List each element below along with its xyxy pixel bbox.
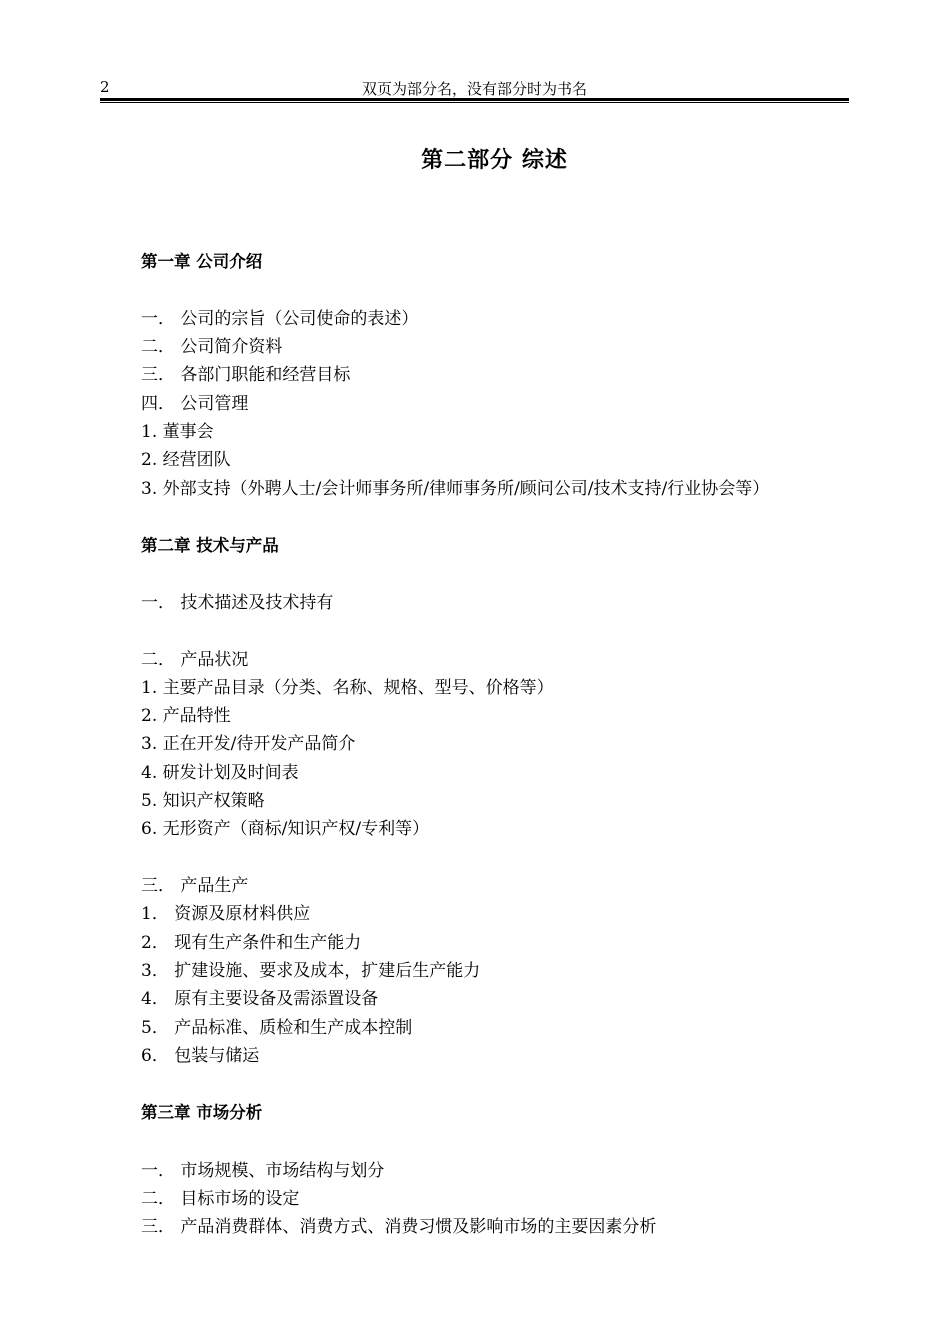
list-item: 3. 正在开发/待开发产品简介	[141, 734, 356, 754]
list-item: 1． 资源及原材料供应	[141, 904, 311, 924]
list-item: 5. 知识产权策略	[141, 791, 265, 811]
section-heading: 一． 技术描述及技术持有	[141, 593, 334, 613]
list-item: 6． 包装与储运	[141, 1046, 260, 1066]
section-heading: 二． 产品状况	[141, 650, 249, 670]
list-item: 3. 外部支持（外聘人士/会计师事务所/律师事务所/顾问公司/技术支持/行业协会等）	[141, 479, 770, 499]
list-item: 一． 市场规模、市场结构与划分	[141, 1161, 385, 1181]
list-item: 5． 产品标准、质检和生产成本控制	[141, 1018, 413, 1038]
list-item: 2. 产品特性	[141, 706, 231, 726]
list-item: 6. 无形资产（商标/知识产权/专利等）	[141, 819, 430, 839]
header-rule-thick	[100, 98, 849, 101]
list-item: 2． 现有生产条件和生产能力	[141, 933, 362, 953]
chapter-1-title: 第一章 公司介绍	[141, 252, 263, 271]
list-item: 3． 扩建设施、要求及成本，扩建后生产能力	[141, 961, 481, 981]
section-heading: 三． 产品生产	[141, 876, 249, 896]
chapter-2-title: 第二章 技术与产品	[141, 536, 279, 555]
page-number: 2	[100, 78, 110, 96]
list-item: 1. 主要产品目录（分类、名称、规格、型号、价格等）	[141, 678, 554, 698]
running-header	[100, 78, 849, 98]
list-item: 二． 公司简介资料	[141, 337, 283, 357]
list-item: 1. 董事会	[141, 422, 214, 442]
list-item: 4． 原有主要设备及需添置设备	[141, 989, 379, 1009]
list-item: 2. 经营团队	[141, 450, 231, 470]
list-item: 一． 公司的宗旨（公司使命的表述）	[141, 309, 419, 329]
list-item: 二． 目标市场的设定	[141, 1189, 300, 1209]
running-title: 双页为部分名，没有部分时为书名	[361, 80, 587, 98]
list-item: 4. 研发计划及时间表	[141, 763, 299, 783]
list-item: 三． 产品消费群体、消费方式、消费习惯及影响市场的主要因素分析	[141, 1217, 657, 1237]
chapter-3-title: 第三章 市场分析	[141, 1103, 263, 1122]
list-item: 三． 各部门职能和经营目标	[141, 365, 351, 385]
list-item: 四． 公司管理	[141, 394, 249, 414]
header-rule-thin	[100, 102, 849, 103]
part-title: 第二部分 综述	[421, 148, 568, 173]
